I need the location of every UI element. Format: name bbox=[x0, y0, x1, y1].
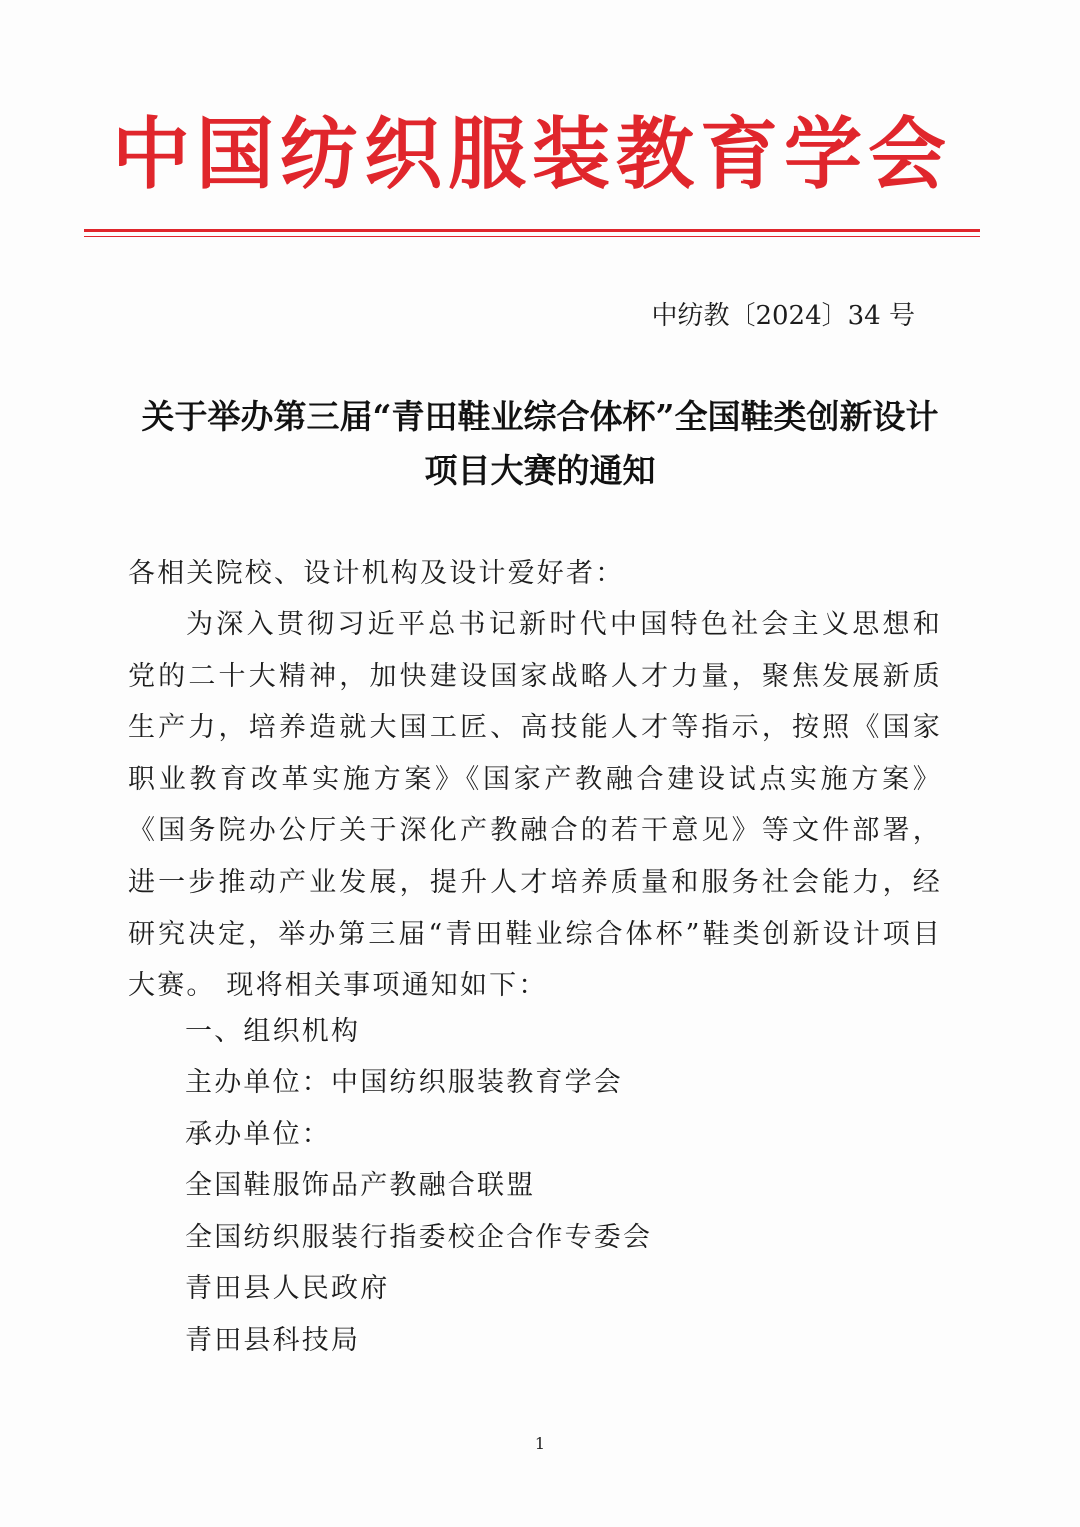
section-heading-organization: 一、组织机构 bbox=[185, 1016, 361, 1047]
letterhead-divider-thin bbox=[84, 236, 980, 237]
organizer-item: 全国纺织服装行指委校企合作专委会 bbox=[185, 1222, 653, 1253]
organizer-item: 全国鞋服饰品产教融合联盟 bbox=[185, 1170, 536, 1201]
document-number: 中纺教〔2024〕34 号 bbox=[651, 301, 915, 331]
host-unit: 主办单位：中国纺织服装教育学会 bbox=[185, 1067, 623, 1098]
page-number: 1 bbox=[534, 1434, 546, 1453]
notice-title bbox=[110, 390, 970, 498]
letterhead-divider-thick bbox=[84, 229, 980, 232]
organizer-item: 青田县人民政府 bbox=[185, 1273, 390, 1304]
notice-title-line-1: 关于举办第三届“青田鞋业综合体杯”全国鞋类创新设计 bbox=[141, 397, 939, 436]
organizer-label: 承办单位： bbox=[185, 1119, 331, 1150]
salutation: 各相关院校、设计机构及设计爱好者： bbox=[128, 558, 625, 589]
letterhead-org-name: 中国纺织服装教育学会 bbox=[111, 110, 952, 200]
organizer-item: 青田县科技局 bbox=[185, 1325, 361, 1356]
intro-paragraph: 为深入贯彻习近平总书记新时代中国特色社会主义思想和党的二十大精神，加快建设国家战略人才力量，聚焦发展新质生产力，培养造就大国工匠、高技能人才等指示，按照《国家职业教育改革实施方案》《国家产教融合建设试点实施方案》《国务院办公厅关于深化产教融合的若干意见》等文件部署，进一步推动产业发展，提升人才培养质量和服务社会能力，经研究决定，举办第三届“青田鞋业综合体杯”鞋类创新设计项目大赛。 现将相关事项通知如下： bbox=[128, 609, 942, 1002]
notice-title-line-2: 项目大赛的通知 bbox=[424, 451, 656, 490]
